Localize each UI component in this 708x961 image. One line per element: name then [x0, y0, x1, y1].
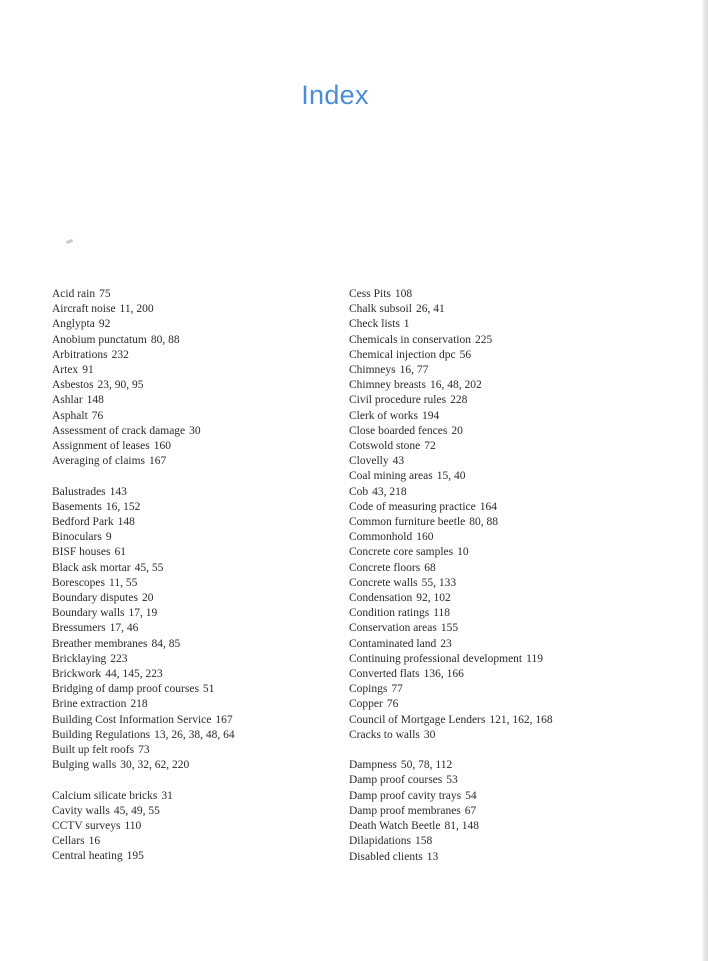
index-term: Continuing professional development — [349, 652, 523, 665]
index-term: Artex — [52, 364, 79, 377]
index-page-refs: 80, 88 — [469, 516, 498, 529]
index-term: Chimney breasts — [349, 379, 426, 392]
index-entry — [349, 515, 649, 530]
index-page-refs: 148 — [86, 394, 104, 407]
index-entry — [349, 363, 649, 378]
index-term: Brickwork — [52, 668, 102, 681]
index-term: Arbitrations — [52, 348, 108, 361]
index-letter-group — [52, 789, 322, 865]
index-entry — [52, 561, 322, 576]
index-entry — [52, 485, 322, 500]
index-entry — [52, 439, 322, 454]
index-page-refs: 167 — [215, 713, 233, 726]
index-term: Clerk of works — [349, 409, 418, 422]
index-entry — [52, 530, 322, 545]
index-page-refs: 26, 41 — [415, 303, 445, 316]
index-page-refs: 143 — [109, 485, 127, 498]
index-term: Council of Mortgage Lenders — [349, 713, 486, 726]
index-entry — [349, 454, 649, 469]
index-term: Breather membranes — [52, 637, 148, 650]
index-page-refs: 158 — [414, 835, 433, 848]
index-term: Chemical injection dpc — [349, 348, 456, 361]
index-page-refs: 73 — [138, 744, 150, 757]
index-term: Basements — [52, 500, 102, 513]
index-term: Death Watch Beetle — [349, 820, 441, 833]
index-page-refs: 223 — [110, 652, 128, 665]
index-entry — [52, 500, 322, 515]
index-entry — [52, 317, 322, 332]
index-page-refs: 45, 49, 55 — [113, 804, 160, 817]
index-page-refs: 23 — [440, 637, 452, 650]
index-term: Bulging walls — [52, 759, 117, 772]
page-edge-shadow — [702, 0, 708, 961]
index-page-refs: 77 — [391, 683, 403, 696]
index-entry — [52, 697, 322, 712]
index-entry — [349, 606, 649, 621]
index-page-refs: 56 — [459, 348, 472, 361]
index-entry — [52, 378, 322, 393]
index-page-refs: 81, 148 — [444, 820, 479, 833]
index-entry — [349, 378, 649, 393]
index-term: Close boarded fences — [349, 424, 448, 437]
index-page-refs: 10 — [457, 546, 469, 559]
index-term: Coal mining areas — [349, 470, 433, 483]
index-entry — [349, 393, 649, 408]
index-term: Disabled clients — [349, 850, 423, 863]
index-page-refs: 160 — [153, 440, 171, 453]
index-page-refs: 11, 200 — [119, 303, 154, 316]
index-page-refs: 119 — [526, 652, 543, 665]
index-entry — [52, 424, 322, 439]
index-term: Building Cost Information Service — [52, 713, 212, 726]
index-entry — [349, 333, 649, 348]
index-page-refs: 16, 48, 202 — [429, 379, 482, 392]
index-entry — [52, 804, 322, 819]
index-term: Acid rain — [52, 288, 96, 300]
index-entry — [52, 333, 322, 348]
index-page-refs: 195 — [126, 850, 144, 863]
index-term: Balustrades — [52, 485, 106, 498]
index-term: Brine extraction — [52, 698, 127, 711]
index-term: Copper — [349, 698, 383, 711]
index-entry — [52, 682, 322, 697]
index-page-refs: 91 — [82, 364, 94, 377]
index-term: Cracks to walls — [349, 728, 420, 741]
index-term: Dampness — [349, 759, 397, 772]
index-page-refs: 53 — [446, 774, 458, 787]
index-term: Anobium punctatum — [52, 333, 147, 346]
index-term: Binoculars — [52, 531, 102, 544]
index-entry — [52, 454, 322, 469]
index-letter-group — [349, 758, 649, 864]
index-entry — [52, 576, 322, 591]
index-term: Damp proof cavity trays — [349, 789, 462, 802]
index-entry — [52, 849, 322, 864]
index-page-refs: 136, 166 — [423, 668, 464, 681]
index-term: Code of measuring practice — [349, 500, 476, 513]
index-entry — [349, 834, 649, 849]
index-page-refs: 76 — [386, 698, 399, 711]
index-term: Check lists — [349, 318, 400, 331]
index-term: Averaging of claims — [52, 455, 146, 468]
index-entry — [349, 302, 649, 317]
index-entry — [52, 287, 322, 302]
index-term: Building Regulations — [52, 728, 151, 741]
index-page-refs: 92, 102 — [416, 592, 451, 605]
index-page-refs: 76 — [91, 409, 104, 422]
index-term: Asphalt — [52, 409, 88, 422]
index-letter-group — [349, 287, 649, 743]
index-page-refs: 61 — [114, 546, 126, 559]
index-term: Calcium silicate bricks — [52, 789, 158, 802]
index-term: Cavity walls — [52, 804, 110, 817]
index-page-refs: 13 — [426, 850, 439, 863]
index-entry — [349, 804, 649, 819]
index-entry — [349, 682, 649, 697]
index-term: Civil procedure rules — [349, 394, 447, 407]
print-smudge — [66, 239, 74, 244]
index-term: Commonhold — [349, 531, 413, 544]
index-page-refs: 16, 152 — [105, 500, 141, 513]
index-page-refs: 232 — [111, 348, 129, 361]
index-entry — [52, 834, 322, 849]
index-term: Conservation areas — [349, 622, 437, 635]
index-page-refs: 1 — [403, 318, 410, 331]
index-term: Black ask mortar — [52, 561, 131, 574]
index-term: Cob — [349, 485, 369, 498]
index-page-refs: 13, 26, 38, 48, 64 — [154, 728, 235, 741]
index-entry — [52, 302, 322, 317]
index-page-refs: 148 — [117, 516, 135, 529]
index-page-refs: 23, 90, 95 — [97, 379, 144, 392]
index-page-refs: 17, 46 — [109, 622, 139, 635]
index-page-refs: 160 — [416, 531, 434, 544]
index-entry — [52, 667, 322, 682]
index-letter-group — [52, 485, 322, 774]
index-page-refs: 228 — [450, 394, 468, 407]
index-entry — [52, 758, 322, 773]
index-entry — [52, 652, 322, 667]
index-page-refs: 16, 77 — [399, 364, 429, 377]
index-page-refs: 20 — [451, 424, 463, 437]
index-term: Ashlar — [52, 394, 83, 407]
index-term: Borescopes — [52, 576, 106, 589]
index-page-refs: 92 — [98, 318, 111, 331]
index-term: Condition ratings — [349, 607, 430, 620]
index-page-refs: 44, 145, 223 — [105, 668, 163, 681]
index-term: Bedford Park — [52, 516, 114, 529]
index-entry — [52, 545, 322, 560]
index-term: Anglypta — [52, 318, 95, 331]
index-page-refs: 30, 32, 62, 220 — [120, 759, 190, 772]
index-entry — [349, 667, 649, 682]
index-term: Damp proof courses — [349, 774, 443, 787]
index-entry — [349, 713, 649, 728]
index-term: Clovelly — [349, 455, 389, 468]
index-term: CCTV surveys — [52, 820, 121, 833]
index-entry — [349, 485, 649, 500]
index-page-refs: 155 — [440, 622, 459, 635]
index-entry — [52, 393, 322, 408]
index-entry — [349, 773, 649, 788]
index-entry — [349, 819, 649, 834]
index-page-refs: 30 — [189, 424, 201, 437]
index-entry — [52, 637, 322, 652]
index-entry — [349, 545, 649, 560]
index-page-refs: 118 — [433, 607, 451, 620]
index-term: Concrete core samples — [349, 546, 454, 559]
index-term: Bricklaying — [52, 652, 107, 665]
index-term: Cotswold stone — [349, 440, 421, 453]
index-term: Cess Pits — [349, 288, 391, 300]
index-page-refs: 68 — [424, 561, 436, 574]
index-entry — [349, 500, 649, 515]
index-page-refs: 67 — [464, 804, 477, 817]
index-entry — [349, 728, 649, 743]
index-entry — [52, 789, 322, 804]
index-entry — [349, 850, 649, 865]
index-term: Concrete floors — [349, 561, 421, 574]
index-term: Damp proof membranes — [349, 804, 461, 817]
index-page-refs: 11, 55 — [109, 576, 138, 589]
index-term: Common furniture beetle — [349, 516, 466, 529]
index-page-refs: 51 — [202, 683, 215, 696]
index-entry — [349, 591, 649, 606]
index-term: Chalk subsoil — [349, 303, 412, 316]
index-page-refs: 15, 40 — [436, 470, 466, 483]
index-page-refs: 84, 85 — [151, 637, 181, 650]
index-page-refs: 43, 218 — [372, 485, 407, 498]
index-term: Bressumers — [52, 622, 106, 635]
index-entry — [52, 819, 322, 834]
index-page-refs: 20 — [141, 592, 154, 605]
index-page-refs: 75 — [99, 288, 111, 300]
index-entry — [349, 530, 649, 545]
index-page-refs: 50, 78, 112 — [400, 759, 453, 772]
index-entry — [349, 652, 649, 667]
index-page-refs: 121, 162, 168 — [489, 713, 553, 726]
index-term: Cellars — [52, 835, 85, 848]
index-page-refs: 54 — [465, 789, 477, 802]
index-entry — [52, 515, 322, 530]
index-term: Aircraft noise — [52, 303, 116, 316]
index-entry — [349, 287, 649, 302]
index-entry — [349, 424, 649, 439]
index-page-refs: 225 — [475, 333, 493, 346]
index-page-refs: 31 — [161, 789, 173, 802]
index-entry — [349, 439, 649, 454]
index-entry — [349, 789, 649, 804]
index-term: Boundary walls — [52, 607, 125, 620]
index-page-refs: 45, 55 — [134, 561, 164, 574]
index-term: BISF houses — [52, 546, 111, 559]
index-term: Built up felt roofs — [52, 744, 135, 757]
index-entry — [52, 743, 322, 758]
index-entry — [52, 606, 322, 621]
index-term: Assignment of leases — [52, 440, 150, 453]
index-term: Chimneys — [349, 364, 396, 377]
index-page-refs: 55, 133 — [421, 576, 457, 589]
index-entry — [349, 621, 649, 636]
index-entry — [52, 728, 322, 743]
index-entry — [52, 713, 322, 728]
index-entry — [349, 697, 649, 712]
index-entry — [349, 348, 649, 363]
index-page-refs: 9 — [105, 531, 112, 544]
index-term: Bridging of damp proof courses — [52, 683, 199, 696]
index-entry — [52, 348, 322, 363]
index-entry — [52, 409, 322, 424]
index-page-refs: 16 — [88, 835, 101, 848]
index-entry — [349, 409, 649, 424]
index-page-refs: 43 — [392, 455, 405, 468]
index-term: Asbestos — [52, 379, 94, 392]
index-entry — [52, 363, 322, 378]
index-entry — [349, 561, 649, 576]
index-page-refs: 110 — [124, 820, 142, 833]
index-page-refs: 80, 88 — [150, 333, 180, 346]
index-page-refs: 72 — [424, 440, 436, 453]
index-term: Central heating — [52, 850, 123, 863]
index-term: Converted flats — [349, 668, 420, 681]
index-page-refs: 108 — [394, 288, 413, 300]
index-page-refs: 30 — [423, 728, 436, 741]
page-title: Index — [301, 80, 369, 110]
index-page-refs: 164 — [479, 500, 498, 513]
index-term: Contaminated land — [349, 637, 437, 650]
index-page-refs: 194 — [422, 409, 440, 422]
index-term: Boundary disputes — [52, 592, 138, 605]
index-entry — [349, 576, 649, 591]
index-page-refs: 218 — [130, 698, 148, 711]
index-letter-group — [52, 287, 322, 469]
index-term: Chemicals in conservation — [349, 333, 471, 346]
index-entry — [349, 637, 649, 652]
index-entry — [52, 591, 322, 606]
index-entry — [52, 621, 322, 636]
index-page-refs: 167 — [149, 455, 167, 468]
index-entry — [349, 758, 649, 773]
index-term: Assessment of crack damage — [52, 424, 186, 437]
index-entry — [349, 317, 649, 332]
index-term: Condensation — [349, 592, 413, 605]
index-entry — [349, 469, 649, 484]
index-column-left — [52, 287, 322, 880]
index-term: Copings — [349, 683, 388, 696]
index-column-right — [349, 287, 649, 880]
index-term: Concrete walls — [349, 576, 418, 589]
index-page-refs: 17, 19 — [128, 607, 158, 620]
index-term: Dilapidations — [349, 835, 411, 848]
